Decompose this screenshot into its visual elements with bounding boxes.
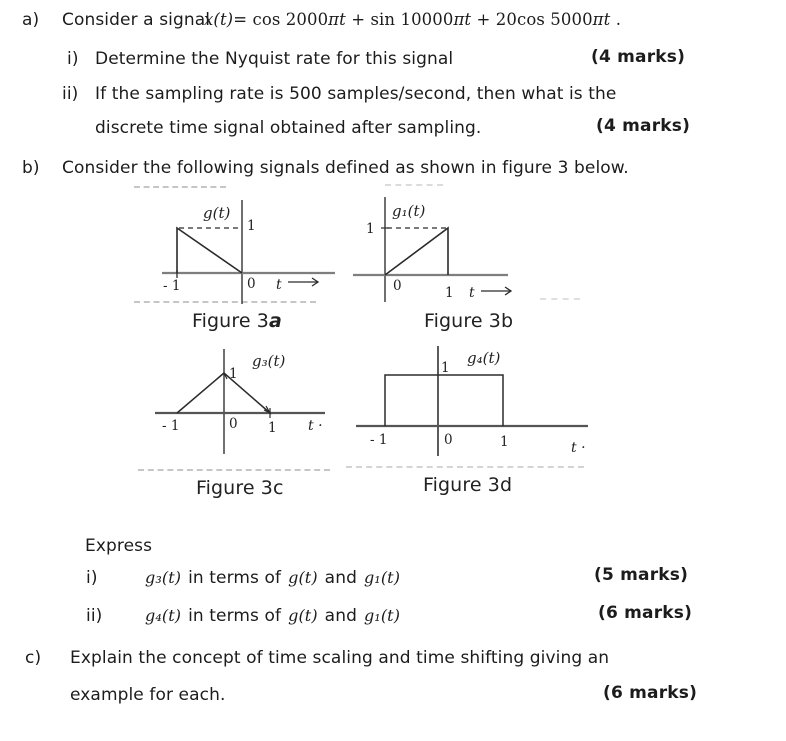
g1-term: g₁(t): [363, 606, 401, 625]
scan-artifact: [138, 469, 330, 471]
signal-g: [177, 228, 242, 273]
g1-term: g₁(t): [363, 568, 401, 587]
express-i-marks: (5 marks): [594, 565, 689, 585]
item-ii-label: ii): [62, 84, 79, 104]
item-ii-text-line1: If the sampling rate is 500 samples/second, then what is the: [95, 84, 617, 104]
express-ii-marks: (6 marks): [598, 603, 693, 623]
xtick-1: 1: [500, 434, 509, 450]
g-term: g(t): [288, 606, 318, 625]
section-c-label: c): [25, 648, 42, 668]
xtick-0: 0: [393, 278, 402, 294]
x-axis-label: t ·: [571, 440, 586, 456]
section-a-label: a): [22, 10, 40, 30]
figure-3a-plot: [130, 192, 345, 310]
x-axis-label: t: [276, 277, 282, 293]
ytick-1: 1: [247, 218, 256, 234]
express-i-text: g₃(t) in terms of g(t) and g₁(t): [145, 568, 401, 588]
section-c-text-line1: Explain the concept of time scaling and time shifting giving an: [70, 648, 610, 668]
signal-g4: [385, 375, 503, 426]
figure-3b-plot: [348, 192, 563, 310]
section-c-marks: (6 marks): [603, 683, 698, 703]
figure-3d-plot: [348, 344, 600, 462]
section-a-intro: Consider a signal: [62, 10, 211, 30]
ytick-1: 1: [441, 360, 450, 376]
ylabel-g1: g₁(t): [392, 202, 426, 220]
express-i-label: i): [86, 568, 98, 588]
figure-3c-caption: Figure 3c: [196, 477, 284, 499]
g3-term: g₃(t): [145, 568, 182, 587]
figure-3b-caption: Figure 3b: [424, 310, 514, 332]
item-i-marks: (4 marks): [591, 47, 686, 67]
express-heading: Express: [85, 536, 153, 556]
scan-artifact: [346, 466, 584, 468]
section-b-label: b): [22, 158, 40, 178]
xtick-0: 0: [229, 416, 238, 432]
item-i-text: Determine the Nyquist rate for this signal: [95, 49, 454, 69]
x-axis-label: t: [469, 285, 475, 301]
item-i-label: i): [67, 49, 79, 69]
section-c-text-line2: example for each.: [70, 685, 226, 705]
item-ii-text-line2: discrete time signal obtained after sampling.: [95, 118, 482, 138]
signal-g1: [385, 228, 448, 275]
ylabel-g3: g₃(t): [252, 352, 286, 370]
formula-xt: x(t): [204, 10, 234, 29]
item-ii-marks: (4 marks): [596, 116, 691, 136]
figure-3d-caption: Figure 3d: [423, 474, 513, 496]
xtick-1: 1: [445, 285, 454, 301]
xtick-1: 1: [268, 420, 277, 436]
ylabel-g: g(t): [203, 204, 231, 222]
scan-artifact: [134, 186, 226, 188]
xtick-neg1: - 1: [163, 278, 181, 294]
ylabel-g4: g₄(t): [467, 349, 501, 367]
express-ii-text: g₄(t) in terms of g(t) and g₁(t): [145, 606, 401, 626]
g-term: g(t): [288, 568, 318, 587]
ytick-1: 1: [229, 366, 238, 382]
xtick-neg1: - 1: [162, 418, 180, 434]
figure-3c-plot: [140, 346, 340, 461]
scan-artifact: [385, 184, 443, 186]
express-ii-label: ii): [86, 606, 103, 626]
g4-term: g₄(t): [145, 606, 182, 625]
xtick-0: 0: [247, 276, 256, 292]
figure-3a-caption: Figure 3a: [192, 310, 282, 332]
xtick-neg1: - 1: [370, 432, 388, 448]
ytick-1: 1: [366, 221, 375, 237]
xtick-0: 0: [444, 432, 453, 448]
x-axis-label: t ·: [308, 418, 323, 434]
section-b-intro: Consider the following signals defined as shown in figure 3 below.: [62, 158, 629, 178]
signal-formula: x(t)= cos 2000πt + sin 10000πt + 20cos 5000πt .: [204, 10, 622, 29]
